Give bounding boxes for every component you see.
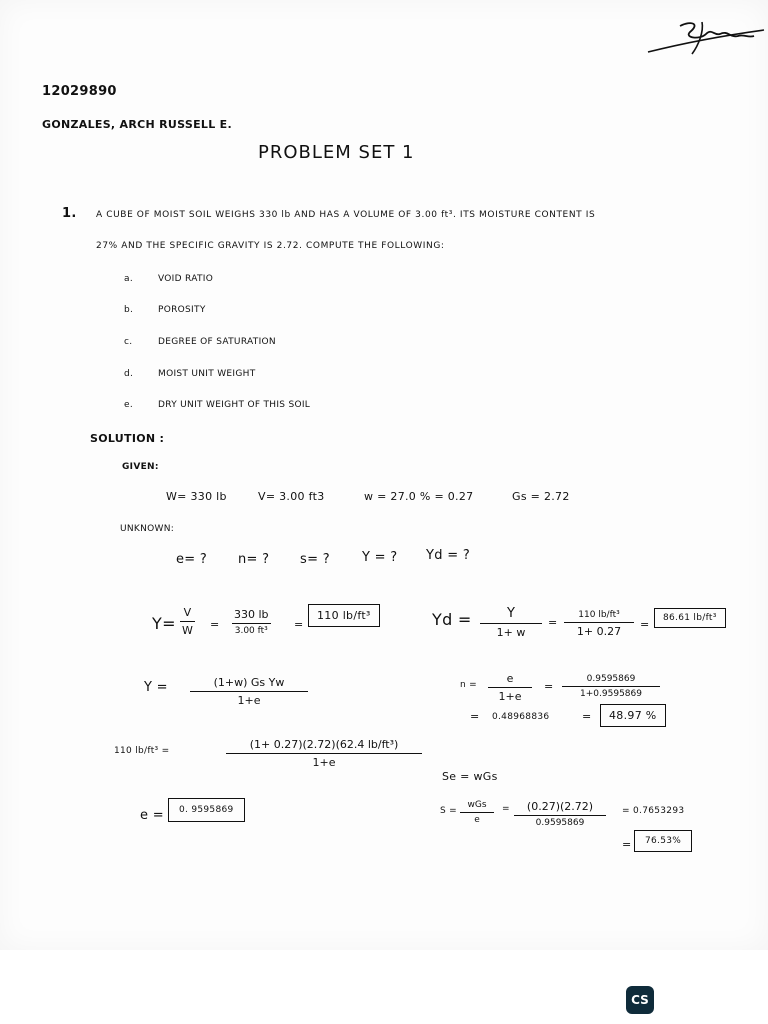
item-letter-d: d. (124, 369, 134, 379)
saturation-answer-box: 76.53% (634, 830, 692, 852)
porosity-answer-box: 48.97 % (600, 704, 666, 727)
item-letter-c: c. (124, 337, 133, 347)
given-specific-gravity: Gs = 2.72 (512, 490, 570, 503)
solution-label: SOLUTION : (90, 432, 165, 445)
gamma-formula-fraction (190, 676, 308, 707)
gamma-d-equals-2: = (640, 618, 650, 631)
porosity-numerator: e (506, 672, 514, 685)
saturation-substitution (514, 800, 606, 828)
gamma-d-sub-denominator: 1+ 0.27 (576, 625, 622, 639)
saturation-denominator: e (474, 815, 480, 826)
porosity-denominator: 1+e (498, 690, 522, 704)
void-ratio-lhs: e = (140, 808, 164, 823)
gamma-d-lhs: Yd = (432, 610, 472, 629)
problem-line-1: A CUBE OF MOIST SOIL WEIGHS 330 lb AND HAS A VOLUME OF 3.00 ft³. ITS MOISTURE CONTENT IS (96, 210, 596, 220)
porosity-sub-numerator: 0.9595869 (586, 674, 636, 684)
item-letter-a: a. (124, 274, 133, 284)
gamma-d-numerator: Y (507, 606, 515, 621)
void-ratio-answer-box: 0. 9595869 (168, 798, 245, 822)
gamma-equals-1: = (210, 618, 220, 631)
item-text-d: MOIST UNIT WEIGHT (158, 369, 256, 379)
porosity-decimal: 0.48968836 (492, 712, 550, 722)
saturation-sub-denominator: 0.9595869 (535, 818, 585, 829)
porosity-line2-equals: = (470, 710, 480, 723)
gamma-numerator: V (183, 606, 192, 619)
saturation-sub-numerator: (0.27)(2.72) (526, 800, 594, 813)
porosity-equals-1: = (544, 680, 554, 693)
student-name: GONZALES, ARCH RUSSELL E. (42, 118, 232, 131)
gamma-sub-denominator: 3.00 ft³ (234, 626, 268, 637)
gamma-d-equals-1: = (548, 616, 558, 629)
given-label: GIVEN: (122, 462, 159, 472)
porosity-equals-2: = (582, 710, 592, 723)
unknown-n: n= ? (238, 552, 270, 567)
given-weight: W= 330 lb (166, 490, 227, 503)
item-text-c: DEGREE OF SATURATION (158, 337, 276, 347)
unknown-gamma: Y = ? (362, 550, 398, 565)
gamma-lhs: Y= (152, 614, 176, 633)
gamma-d-sub-numerator: 110 lb/ft³ (578, 610, 620, 620)
problem-line-2: 27% AND THE SPECIFIC GRAVITY IS 2.72. COMPUTE THE FOLLOWING: (96, 241, 445, 251)
unknown-label: UNKNOWN: (120, 524, 175, 534)
gamma-answer-box: 110 lb/ft³ (308, 604, 380, 627)
gamma-sub-numerator: 330 lb (234, 608, 269, 621)
gamma-formula-denominator: 1+e (237, 694, 261, 708)
student-id: 12029890 (42, 84, 117, 99)
saturation-lhs: S = (440, 806, 458, 816)
given-moisture: w = 27.0 % = 0.27 (364, 490, 474, 503)
saturation-decimal: = 0.7653293 (622, 806, 685, 816)
item-text-e: DRY UNIT WEIGHT OF THIS SOIL (158, 400, 311, 410)
gamma-d-denominator: 1+ w (496, 626, 526, 640)
gamma-equals-2: = (294, 618, 304, 631)
gamma-d-substitution (564, 610, 634, 638)
item-letter-b: b. (124, 305, 134, 315)
problem-number: 1. (62, 206, 77, 221)
bottom-margin (0, 950, 768, 1024)
page-title: PROBLEM SET 1 (258, 142, 415, 163)
saturation-fraction (460, 800, 494, 825)
signature (640, 14, 768, 58)
gamma-formula-lhs: Y = (144, 680, 168, 695)
porosity-lhs: n = (460, 680, 478, 690)
saturation-equals-3: = (622, 838, 632, 851)
gamma-d-answer-box: 86.61 lb/ft³ (654, 608, 726, 628)
saturation-numerator: wGs (467, 800, 487, 810)
gamma-sub-fraction (226, 738, 422, 769)
gamma-formula-numerator: (1+w) Gs Yw (213, 676, 285, 689)
gamma-sub-lhs: 110 lb/ft³ = (114, 746, 170, 756)
unknown-gamma-d: Yd = ? (426, 548, 471, 563)
given-volume: V= 3.00 ft3 (258, 490, 325, 503)
gamma-denominator: W (182, 624, 193, 638)
porosity-fraction (488, 672, 532, 703)
gamma-fraction (180, 606, 195, 637)
saturation-relation: Se = wGs (442, 770, 498, 783)
gamma-d-fraction (480, 606, 542, 639)
unknown-s: s= ? (300, 552, 330, 567)
gamma-sub-formula-denominator: 1+e (312, 756, 336, 770)
porosity-sub-denominator: 1+0.9595869 (580, 689, 642, 700)
unknown-e: e= ? (176, 552, 208, 567)
saturation-equals-1: = (502, 804, 510, 814)
gamma-substitution (232, 608, 271, 636)
item-text-a: VOID RATIO (158, 274, 214, 284)
gamma-sub-formula-numerator: (1+ 0.27)(2.72)(62.4 lb/ft³) (249, 738, 399, 751)
item-letter-e: e. (124, 400, 133, 410)
item-text-b: POROSITY (158, 305, 206, 315)
camscanner-badge: CS (626, 986, 654, 1014)
porosity-substitution (562, 674, 660, 699)
